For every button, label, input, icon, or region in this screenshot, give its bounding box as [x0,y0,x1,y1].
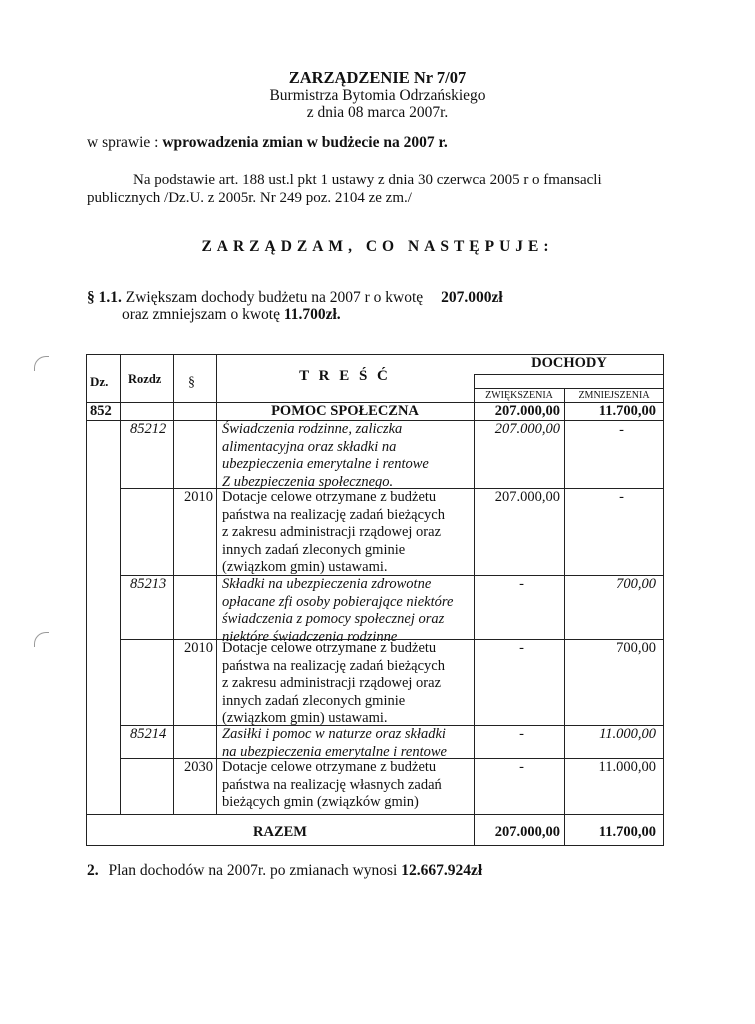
row-increase-2010-b: - [519,640,524,656]
section-2-text: Plan dochodów na 2007r. po zmianach wynosi [108,862,402,879]
col-divider-inc [564,388,565,846]
legal-basis-line-2: publicznych /Dz.U. z 2005r. Nr 249 poz. 2104 ze zm./ [87,190,412,206]
row-rozdz-85213: 85213 [130,576,167,592]
header-divider-dochody [474,374,664,375]
scan-mark-1 [34,356,49,371]
section-2-amount: 12.667.924zł [401,862,483,879]
legal-basis-line-1: Na podstawie art. 188 ust.l pkt 1 ustawy z dnia 30 czerwca 2005 r o fmansacli [133,172,602,188]
row-par-2010-b: 2010 [184,640,213,656]
row-text-85212: Świadczenia rodzinne, zaliczka alimentacyjna oraz składki na ubezpieczenia emerytalne i rentowe Z ubezpieczenia społecznego. [222,421,429,490]
section-1-text-2: oraz zmniejszam o kwotę [122,306,284,323]
col-divider-dz [120,354,121,814]
section-1-label: § 1.1. [87,289,122,306]
total-increase: 207.000,00 [494,824,560,840]
section-decrease: 11.700,00 [598,403,656,419]
total-label: RAZEM [253,824,307,840]
row-rozdz-85212: 85212 [130,421,167,437]
row-increase-85213: - [519,576,524,592]
header-paragraph: § [188,375,195,390]
table-border-bottom [86,845,664,846]
section-1-line-1 [87,289,503,307]
col-divider-par [216,354,217,814]
row-decrease-85213: 700,00 [616,576,656,592]
subject-prefix: w sprawie : [87,134,163,151]
col-divider-rozdz [173,354,174,814]
row-decrease-85214: 11.000,00 [599,726,656,742]
scan-mark-2 [34,632,49,647]
row-increase-2010-a: 207.000,00 [494,489,560,505]
row-par-2010-a: 2010 [184,489,213,505]
row-text-2030: Dotacje celowe otrzymane z budżetu państwa na realizację własnych zadań bieżących gmin (związków gmin) [222,759,442,810]
row-text-2010-b: Dotacje celowe otrzymane z budżetu państwa na realizację zadań bieżących z zakresu administracji rządowej oraz innych zadań zleconych gminie (związkom gmin) ustawami. [222,640,445,726]
subject-line [87,134,448,152]
section-1-line-2 [122,306,341,324]
table-border-right [663,354,664,846]
total-top-line [86,814,664,815]
section-1-amount-increase: 207.000zł [441,289,503,306]
header-zwiekszenia: ZWIĘKSZENIA [485,390,553,401]
row-decrease-85212: - [619,422,624,438]
header-zmniejszenia: ZMNIEJSZENIA [578,390,650,401]
table-border-left [86,354,87,846]
section-dz: 852 [90,403,112,419]
header-dz: Dz. [90,374,109,389]
total-decrease: 11.700,00 [598,824,656,840]
header-dochody: DOCHODY [531,355,607,371]
section-1-amount-decrease: 11.700zł. [283,306,341,323]
row-increase-2030: - [519,759,524,775]
row-rozdz-85214: 85214 [130,726,167,742]
document-date: z dnia 08 marca 2007r. [306,104,449,121]
document-issuer: Burmistrza Bytomia Odrzańskiego [269,87,486,104]
header-rozdz: Rozdz [128,372,162,386]
document-title: ZARZĄDZENIE Nr 7/07 [288,68,467,87]
row-text-2010-a: Dotacje celowe otrzymane z budżetu państwa na realizację zadań bieżących z zakresu administracji rządowej oraz innych zadań zleconych gminie (związkom gmin) ustawami. [222,489,445,575]
section-2-line [87,862,482,880]
row-increase-85214: - [519,726,524,742]
header-tresc: T R E Ś Ć [299,368,391,384]
section-title: POMOC SPOŁECZNA [271,403,419,419]
section-increase: 207.000,00 [494,403,560,419]
row-increase-85212: 207.000,00 [494,421,560,437]
decree-heading: ZARZĄDZAM, CO NASTĘPUJE: [201,238,554,255]
row-decrease-2010-b: 700,00 [616,640,656,656]
subject-text: wprowadzenia zmian w budżecie na 2007 r. [162,134,448,151]
row-decrease-2030: 11.000,00 [598,759,656,775]
section-2-label: 2. [87,862,99,879]
row-decrease-2010-a: - [619,489,624,505]
budget-table [86,354,664,846]
row-text-85213: Składki na ubezpieczenia zdrowotne opłacane zfi osoby pobierające niektóre świadczenia z pomocy społecznej oraz niektóre świadczenia rodzinne [222,576,454,645]
row-text-85214: Zasiłki i pomoc w naturze oraz składki na ubezpieczenia emerytalne i rentowe [222,726,447,760]
section-1-text: Zwiększam dochody budżetu na 2007 r o kwotę [125,289,424,306]
row-par-2030: 2030 [184,759,213,775]
